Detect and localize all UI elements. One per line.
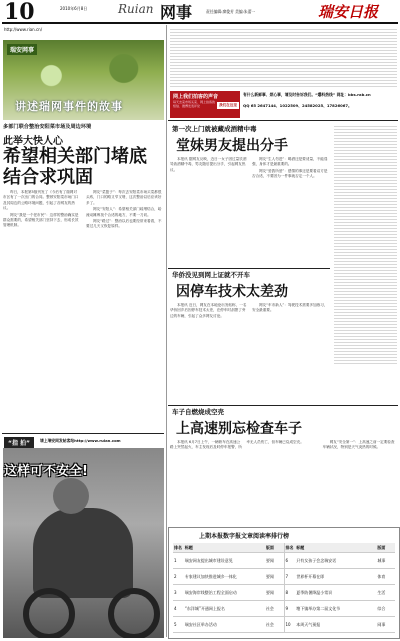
- table-cell: “东洋城”开通网上报名: [184, 606, 225, 611]
- section-title: 网事: [160, 3, 193, 22]
- body-paragraph: 本报讯 近日，网友在本地论坛发帖称，一名华侨回乡后因停车技术太差，在停车时刮擦了旁边的车辆，引起了众多网友讨论。: [170, 303, 247, 318]
- ranking-table-body: [173, 543, 395, 633]
- table-cell: 7: [284, 569, 296, 584]
- table-cell: 2: [174, 574, 177, 579]
- body-paragraph: 网友“安阳人”：希望相关部门疏堵结合，给流动摊贩找个合适的地方，不要一刀切。: [86, 207, 162, 217]
- table-cell: 5: [174, 622, 177, 627]
- table-row: [173, 553, 395, 569]
- table-cell: 要闻: [265, 590, 274, 595]
- story2-headline: 堂妹男友提出分手: [176, 138, 288, 154]
- page-number: 10: [4, 0, 35, 25]
- table-cell: 1: [174, 558, 177, 563]
- table-cell: 要闻: [265, 558, 274, 563]
- table-header-cell: 版面: [377, 545, 386, 550]
- table-cell: 4: [174, 606, 177, 611]
- table-cell: 本周天气预报: [296, 622, 321, 627]
- body-paragraph: 网友“我是一个老市民”：这样的整治确实是群众需要的，希望相关部门坚持下去，形成长效管理机制。: [3, 212, 79, 228]
- issue-date: 2010年6月8日: [60, 6, 88, 11]
- table-cell: 3: [174, 590, 177, 595]
- body-paragraph: 本报讯 据网友反映，近日一女子因过量饮酒导致酒精中毒，男友随后提出分手，引起网友热议。: [170, 157, 247, 172]
- right-top-text: [170, 27, 397, 87]
- table-cell: 夏季防暑降温小常识: [296, 590, 333, 595]
- story3-body: [170, 303, 330, 403]
- reporter-box-button[interactable]: 我们在这里: [219, 103, 237, 107]
- story3-headline: 因停车技术太差劲: [176, 284, 288, 300]
- right-column-text: [334, 124, 397, 364]
- table-header-cell: 标题: [296, 545, 305, 550]
- banner-url: http://www.rian.cn/: [4, 27, 43, 32]
- hotline-text: 有什么新鲜事、烦心事，请及时告诉我们。“爆料热线” 网址：bbs.rab.cn: [243, 92, 371, 97]
- ranking-table: [168, 527, 400, 639]
- table-cell: 瑞安社区举办活动: [184, 622, 217, 627]
- banner-image: [3, 40, 164, 120]
- table-header-cell: 版面: [265, 545, 274, 550]
- photo-site: 请上瑞安网发帖客站http://www.ruian.com: [40, 438, 121, 443]
- banner-title: 讲述瑞网事件的故事: [15, 100, 123, 113]
- table-cell: 只有女孩子会念瑞安话: [296, 558, 337, 563]
- story3-kicker: 华侨没见到网上证就不开车: [172, 271, 250, 279]
- table-cell: 瑞安网友提出城市建设意见: [184, 558, 233, 563]
- body-paragraph: 网友“爱我所爱”：感情的事还是要看双方是否合适，不要因为一件事就否定一个人。: [252, 168, 328, 179]
- table-cell: 专家建议加快推进城乡一体化: [184, 574, 237, 579]
- table-cell: 瑞安海岸线整治工程全面启动: [184, 590, 237, 595]
- editor-line: 责任编辑:廖俊芳 美编:朱蕾一: [206, 9, 256, 14]
- table-cell: 9: [284, 601, 296, 616]
- body-paragraph: 本报讯 6月7日上午，一辆轿车在高速公路上突然起火，车主发现后及时停车报警，所幸无人员伤亡，但车辆已烧成空壳。: [170, 440, 304, 450]
- table-cell: 社会: [265, 606, 274, 611]
- hotline-phones: QQ 65 2647144、1022509、24582025、17826067。: [243, 103, 352, 108]
- table-cell: 6: [284, 553, 296, 568]
- paper-name: 瑞安日报: [318, 3, 379, 21]
- body-paragraph: 网友“车市新人”：驾驶技术需要多加练习，安全最重要。: [252, 303, 328, 313]
- table-header-cell: 排名: [285, 545, 294, 550]
- banner-label: 瑞安网事: [7, 44, 37, 55]
- body-paragraph: 网友“路过”：整治以后也要经常来看看，不要过几天又恢复原样。: [86, 219, 162, 229]
- story-body: [3, 190, 163, 430]
- body-paragraph: 昨日，本报第5版刊发了《今后有了瑞网对市区有了一次出门的合同。整顿安阳菜市场门口及其周边的公路环境问题，引起了各网友的热议。: [3, 190, 79, 211]
- table-row: [173, 585, 395, 601]
- table-cell: 网事: [377, 622, 386, 627]
- table-cell: 社会: [265, 622, 274, 627]
- reporter-box-title: 网上我们拍客的声音: [173, 94, 219, 100]
- table-cell: 城事: [377, 558, 386, 563]
- table-cell: 要闻: [265, 574, 274, 579]
- story-subhead: 此举大快人心: [3, 136, 63, 147]
- reporter-box: [170, 91, 240, 118]
- table-row: [173, 569, 395, 585]
- masthead: [0, 0, 400, 25]
- table-header-cell: 排名: [174, 545, 182, 550]
- story-headline: 希望相关部门堵底结合求巩固: [3, 146, 147, 188]
- story4-kicker: 车子自燃烧成空壳: [172, 408, 224, 416]
- table-cell: 世界杯开幕在即: [296, 574, 325, 579]
- ranking-table-title: 上期本报数字报文章阅读率排行榜: [199, 533, 290, 540]
- section-latin: Ruian: [118, 2, 154, 16]
- body-paragraph: 网友“生人勿进”：喝酒还是要适量，不能逞强，身体才是最重要的。: [252, 157, 328, 167]
- table-cell: 体育: [377, 574, 386, 579]
- story4-headline: 上高速别忘检查车子: [176, 421, 302, 437]
- photo-tag: “指 拍”: [4, 437, 34, 448]
- table-row: [173, 617, 395, 633]
- story-kicker: 多部门联合整治安阳菜市场及周边环境: [3, 124, 92, 130]
- table-cell: 10: [284, 617, 296, 632]
- table-cell: 综合: [377, 606, 386, 611]
- table-cell: 8: [284, 585, 296, 600]
- story2-kicker: 第一次上门就被藏成酒精中毒: [172, 125, 257, 133]
- photo-headline: 这样可不安全!: [4, 464, 88, 479]
- reporter-box-note: 每天去菜市场买菜、网上拍客的短信、微博发表评论: [173, 100, 216, 108]
- body-paragraph: 网友“菜篮子”：每次去安阳菜市场买菜都很头疼，门口的路又窄又堵，这次整治以后应该好多了。: [86, 190, 162, 205]
- table-cell: 塘下镇举办第二届文化节: [296, 606, 341, 611]
- table-cell: 生活: [377, 590, 386, 595]
- table-header-cell: 标题: [184, 545, 193, 550]
- story2-body: [170, 157, 330, 267]
- table-header-row: [173, 543, 395, 553]
- story4-body: [170, 440, 395, 526]
- body-paragraph: 网友“安全第一”：上高速之前一定要检查车辆状况，特别是天气炎热的时候。: [322, 440, 395, 450]
- table-row: [173, 601, 395, 617]
